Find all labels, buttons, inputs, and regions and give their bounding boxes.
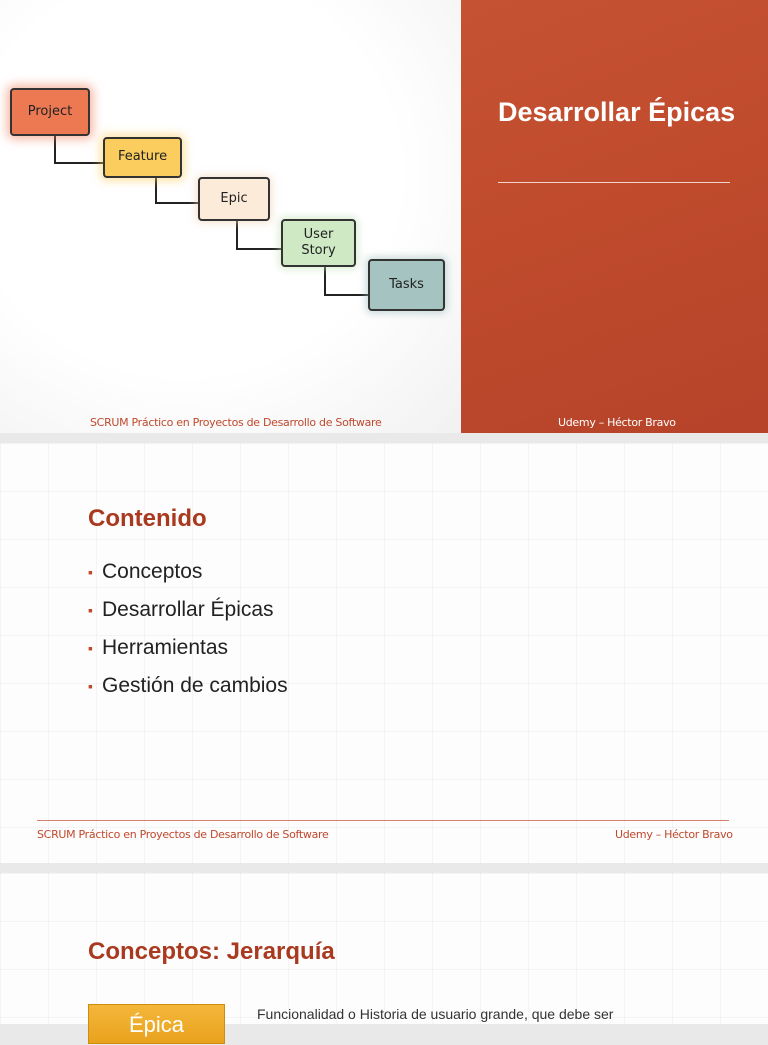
bullet-icon: ▪	[88, 564, 93, 580]
slide-heading: Contenido	[88, 505, 207, 532]
list-item-label: Gestión de cambios	[102, 674, 288, 697]
connector-line	[324, 266, 370, 296]
hierarchy-diagram	[0, 0, 461, 433]
concepts-slide	[0, 873, 768, 1037]
diagram-box-epic: Epic	[198, 177, 270, 221]
bullet-icon: ▪	[88, 602, 93, 618]
footer-course-name: SCRUM Práctico en Proyectos de Desarrollo de Software	[37, 828, 329, 841]
footer-divider	[37, 820, 729, 821]
footer-course-name: SCRUM Práctico en Proyectos de Desarrollo de Software	[90, 416, 382, 429]
list-item	[88, 595, 288, 633]
title-panel	[461, 0, 768, 433]
diagram-box-tasks: Tasks	[368, 259, 445, 311]
diagram-box-feature: Feature	[103, 137, 182, 178]
slide-heading: Conceptos: Jerarquía	[88, 938, 335, 965]
title-divider	[498, 182, 730, 183]
connector-line	[236, 220, 282, 250]
connector-line	[54, 136, 104, 164]
footer-author: Udemy – Héctor Bravo	[558, 416, 676, 429]
term-box-epic: Épica	[88, 1004, 225, 1044]
footer-author: Udemy – Héctor Bravo	[615, 828, 733, 841]
contents-slide	[0, 443, 768, 863]
list-item	[88, 671, 288, 709]
list-item-label: Herramientas	[102, 636, 229, 659]
list-item-label: Conceptos	[102, 560, 203, 583]
bullet-icon: ▪	[88, 640, 93, 656]
term-description: Funcionalidad o Historia de usuario grande, que debe ser	[257, 1006, 614, 1022]
diagram-box-project: Project	[10, 88, 90, 136]
bullet-icon: ▪	[88, 678, 93, 694]
list-item-label: Desarrollar Épicas	[102, 598, 274, 621]
contents-list	[88, 557, 288, 709]
list-item	[88, 557, 288, 595]
list-item	[88, 633, 288, 671]
diagram-box-user-story: User Story	[281, 219, 356, 267]
connector-line	[155, 178, 199, 204]
title-slide	[0, 0, 768, 433]
slide-title: Desarrollar Épicas	[498, 97, 736, 127]
